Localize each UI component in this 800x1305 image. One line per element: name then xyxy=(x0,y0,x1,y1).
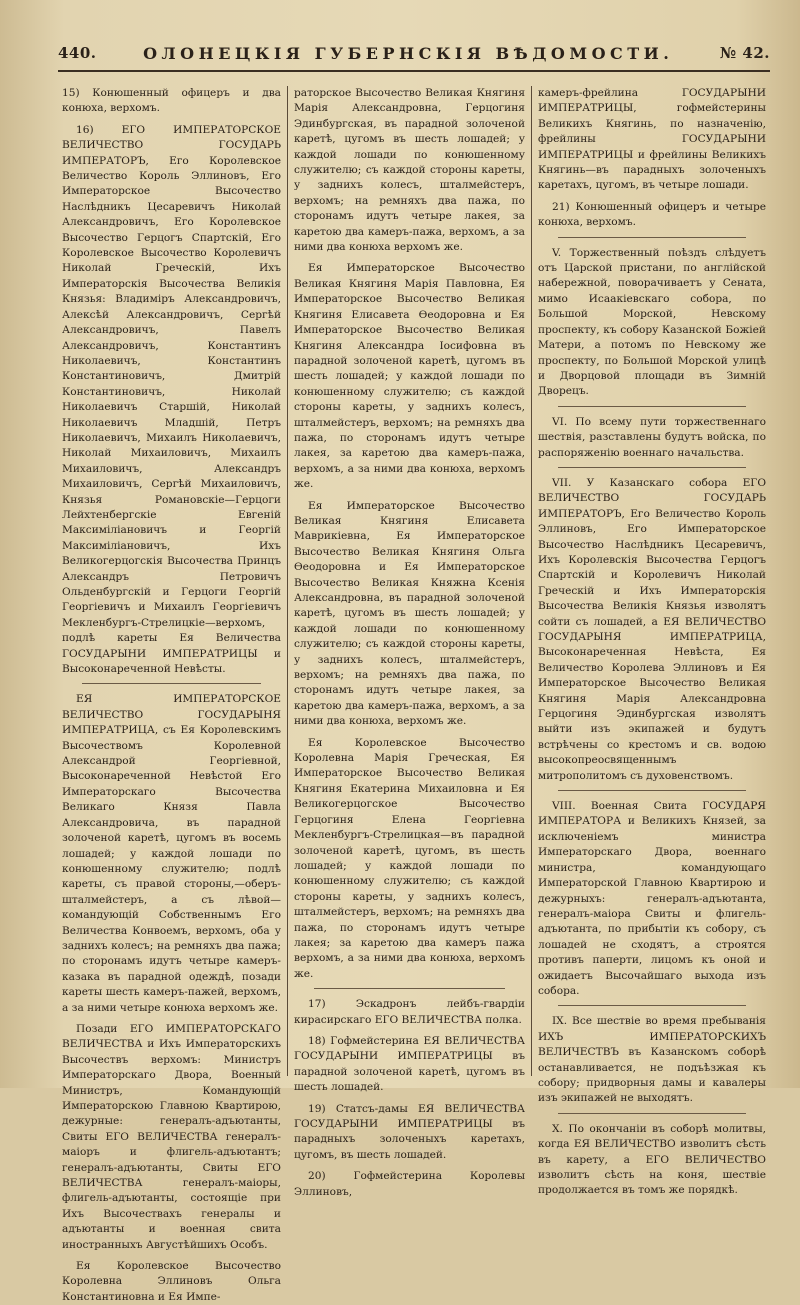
paragraph: раторское Высочество Великая Княгиня Марія Александровна, Герцогиня Эдинбургская, въ парадной золоченой каретѣ, цугомъ въ шесть лошадей; у каждой лошади по конюшенному служителю; съ каждой стороны кареты, у заднихъ колесъ, шталмейстеръ, верхомъ; на ремняхъ два пажа, по сторонамъ идутъ четыре лакея, за каретою два камеръ-пажа, верхомъ, а за ними два конюха верхомъ же. xyxy=(294,87,525,254)
paragraph: ЕЯ ИМПЕРАТОРСКОЕ ВЕЛИЧЕСТВО ГОСУДАРЫНЯ ИМПЕРАТРИЦА, съ Ея Королевскимъ Высочествомъ Королевной Александрой Георгіевной, Высоконареченной Невѣстой Его Императорскаго Высочества Великаго Князя Павла Александровича, въ парадной золоченой каретѣ, цугомъ въ восемь лошадей; у каждой лошади по конюшенному служителю; подлѣ кареты, съ правой стороны,—оберъ-шталмейстеръ, а съ лѣвой—командующій Собственнымъ Его Величества Конвоемъ, верхомъ, оба у заднихъ колесъ; на ремняхъ два пажа; по сторонамъ идутъ четыре камеръ-казака въ парадной одеждѣ, позади кареты шесть камеръ-пажей, верхомъ, а за ними четыре конюха верхомъ же. xyxy=(62,693,281,1014)
paragraph: камеръ-фрейлина ГОСУДАРЫНИ ИМПЕРАТРИЦЫ, гофмейстерины Великихъ Княгинь, по назначенію, фрейлины ГОСУДАРЫНИ ИМПЕРАТРИЦЫ и фрейлины Великихъ Княгинь—въ парадныхъ золоченыхъ каретахъ, цугомъ, въ четыре лошади. xyxy=(538,87,766,192)
page-header xyxy=(58,36,770,72)
paragraph: 18) Гофмейстерина ЕЯ ВЕЛИЧЕСТВА ГОСУДАРЫНИ ИМПЕРАТРИЦЫ въ парадной золоченой каретѣ, цугомъ въ шесть лошадей. xyxy=(294,1034,525,1094)
divider xyxy=(314,988,505,989)
divider xyxy=(558,790,746,791)
paragraph: 15) Конюшенный офицеръ и два конюха, верхомъ. xyxy=(62,87,281,115)
divider xyxy=(82,683,261,684)
issue-number: № 42. xyxy=(719,44,770,62)
paragraph: VI. По всему пути торжественнаго шествія, разставлены будутъ войска, по распоряженію военнаго начальства. xyxy=(538,415,766,459)
divider xyxy=(558,1113,746,1114)
paragraph: 20) Гофмейстерина Королевы Эллиновъ, xyxy=(294,1170,525,1198)
divider xyxy=(558,237,746,238)
newspaper-title: ОЛОНЕЦКІЯ ГУБЕРНСКІЯ ВѢДОМОСТИ. xyxy=(143,43,674,63)
column-1 xyxy=(56,86,288,1303)
paragraph: Ея Императорское Высочество Великая Княгиня Марія Павловна, Ея Императорское Высочество Великая Княгиня Елисавета Ѳеодоровна и Ея Императорское Высочество Великая Княгиня Александра Іосифовна въ парадной золоченой каретѣ, цугомъ въ шесть лошадей; у каждой лошади по конюшенному служителю; съ каждой стороны кареты, у заднихъ колесъ, шталмейстеръ, верхомъ; на ремняхъ два пажа, по сторонамъ идутъ четыре лакея, за каретою два камеръ-пажа, верхомъ, а за ними два конюха, верхомъ же. xyxy=(294,262,525,491)
paragraph: 19) Статсъ-дамы ЕЯ ВЕЛИЧЕСТВА ГОСУДАРЫНИ ИМПЕРАТРИЦЫ въ парадныхъ золоченыхъ каретахъ, цугомъ, въ шесть лошадей. xyxy=(294,1102,525,1161)
paragraph: VII. У Казанскаго собора ЕГО ВЕЛИЧЕСТВО ГОСУДАРЬ ИМПЕРАТОРЪ, Его Величество Король Эллиновъ, Его Императорское Высочество Наслѣдникъ Цесаревичъ, Ихъ Королевскія Высочества Герцогъ Спартскій и Королевичъ Николай Греческій и Ихъ Императорскія Высочества Великія Князья изволятъ сойти съ лошадей, а ЕЯ ВЕЛИЧЕСТВО ГОСУДАРЫНЯ ИМПЕРАТРИЦА, Высоконареченная Невѣста, Ея Величество Королева Эллиновъ и Ея Императорское Высочество Великая Княгиня Марія Александровна Герцогиня Эдинбургская изволятъ выйти изъ экипажей и будутъ встрѣчены со крестомъ и св. водою высокопреосвященнымъ митрополитомъ съ духовенствомъ. xyxy=(538,476,766,782)
divider xyxy=(558,406,746,407)
article-body xyxy=(56,86,772,1303)
paragraph: X. По окончаніи въ соборѣ молитвы, когда ЕЯ ВЕЛИЧЕСТВО изволитъ сѣсть въ карету, а ЕГО ВЕЛИЧЕСТВО изволитъ сѣсть на коня, шествіе продолжается въ томъ же порядкѣ. xyxy=(538,1122,766,1197)
column-3 xyxy=(532,86,772,1197)
column-2 xyxy=(288,86,532,1198)
paragraph: Ея Императорское Высочество Великая Княгиня Елисавета Маврикіевна, Ея Императорское Высочество Великая Княгиня Ольга Ѳеодоровна и Ея Императорское Высочество Великая Княжна Ксенія Александровна, въ парадной золоченой каретѣ, цугомъ въ шесть лошадей; у каждой лошади по конюшенному служителю; съ каждой стороны кареты, у заднихъ колесъ, шталмейстеръ, верхомъ; на ремняхъ два пажа, по сторонамъ идутъ четыре лакея, за каретою два камеръ-пажа, верхомъ, а за ними два конюха, верхомъ же. xyxy=(294,499,525,728)
paragraph: IX. Все шествіе во время пребыванія ИХЪ ИМПЕРАТОРСКИХЪ ВЕЛИЧЕСТВЪ въ Казанскомъ соборѣ останавливается, не подъѣзжая къ собору; придворныя дамы и кавалеры изъ экипажей не выходятъ. xyxy=(538,1015,766,1105)
paragraph: VIII. Военная Свита ГОСУДАРЯ ИМПЕРАТОРА и Великихъ Князей, за исключеніемъ министра Императорскаго Двора, военнаго министра, командующаго Императорской Главною Квартирою и дежурныхъ: генералъ-адъютанта, генералъ-маіора Свиты и флигель-адъютанта, по прибытіи къ собору, съ лошадей не сходятъ, а строятся противъ паперти, лицомъ къ оной и ожидаетъ Высочайшаго выхода изъ собора. xyxy=(538,800,766,997)
page-number: 440. xyxy=(58,44,97,62)
paragraph: 16) ЕГО ИМПЕРАТОРСКОЕ ВЕЛИЧЕСТВО ГОСУДАРЬ ИМПЕРАТОРЪ, Его Королевское Величество Король Эллиновъ, Его Императорское Высочество Наслѣдникъ Цесаревичъ Николай Александровичъ, Его Королевское Высочество Герцогъ Спартскій, Его Королевское Высочество Королевичъ Николай Греческій, Ихъ Императорскія Высочества Великія Князья: Владиміръ Александровичъ, Алексѣй Александровичъ, Сергѣй Александровичъ, Павелъ Александровичъ, Константинъ Николаевичъ, Константинъ Константиновичъ, Дмитрій Константиновичъ, Николай Николаевичъ Старшій, Николай Николаевичъ Младшій, Петръ Николаевичъ, Михаилъ Николаевичъ, Николай Михаиловичъ, Михаилъ Михаиловичъ, Александръ Михаиловичъ, Сергѣй Михаиловичъ, Князья Романовскіе—Герцоги Лейхтенбергскіе Евгеній Максиміліановичъ и Георгій Максиміліановичъ, Ихъ Великогерцогскія Высочества Принцъ Александръ Петровичъ Ольденбургскій и Герцоги Георгій Георгіевичъ и Михаилъ Георгіевичъ Мекленбургъ-Стрелицкіе—верхомъ, подлѣ кареты Ея Величества ГОСУДАРЫНИ ИМПЕРАТРИЦЫ и Высоконареченной Невѣсты. xyxy=(62,123,281,676)
paragraph: V. Торжественный поѣздъ слѣдуетъ отъ Царской пристани, по англійской набережной, поворачиваетъ у Сената, мимо Исаакіевскаго собора, по Большой Морской, Невскому проспекту, къ собору Казанской Божіей Матери, а потомъ по Невскому же проспекту, по Большой Морской улицѣ и Дворцовой площади въ Зимній Дворецъ. xyxy=(538,246,766,398)
divider xyxy=(558,467,746,468)
paragraph: Ея Королевское Высочество Королевна Эллиновъ Ольга Константиновна и Ея Импе- xyxy=(62,1260,281,1303)
paragraph: 21) Конюшенный офицеръ и четыре конюха, верхомъ. xyxy=(538,200,766,229)
divider xyxy=(558,1005,746,1006)
paragraph: Ея Королевское Высочество Королевна Марія Греческая, Ея Императорское Высочество Великая Княгиня Екатерина Михаиловна и Ея Великогерцогское Высочество Герцогиня Елена Георгіевна Мекленбургъ-Стрелицкая—въ парадной золоченой каретѣ, цугомъ, въ шесть лошадей; у каждой лошади по конюшенному служителю; съ каждой стороны кареты, у заднихъ колесъ, шталмейстеръ, верхомъ; на ремняхъ два пажа, по сторонамъ идутъ четыре лакея; за каретою два камеръ пажа верхомъ, а за ними два конюха, верхомъ же. xyxy=(294,736,525,980)
paragraph: 17) Эскадронъ лейбъ-гвардіи кирасирскаго ЕГО ВЕЛИЧЕСТВА полка. xyxy=(294,998,525,1026)
paragraph: Позади ЕГО ИМПЕРАТОРСКАГО ВЕЛИЧЕСТВА и Ихъ Императорскихъ Высочествъ верхомъ: Министръ Императорскаго Двора, Военный Министръ, Командующій Императорскою Главною Квартирою, дежурные: генералъ-адъютанты, Свиты ЕГО ВЕЛИЧЕСТВА генералъ-маіоръ и флигель-адъютантъ; генералъ-адъютанты, Свиты ЕГО ВЕЛИЧЕСТВА генералъ-маіоры, флигель-адъютанты, состоящіе при Ихъ Высочествахъ генералы и адъютанты и военная свита иностранныхъ Августѣйшихъ Особъ. xyxy=(62,1022,281,1251)
